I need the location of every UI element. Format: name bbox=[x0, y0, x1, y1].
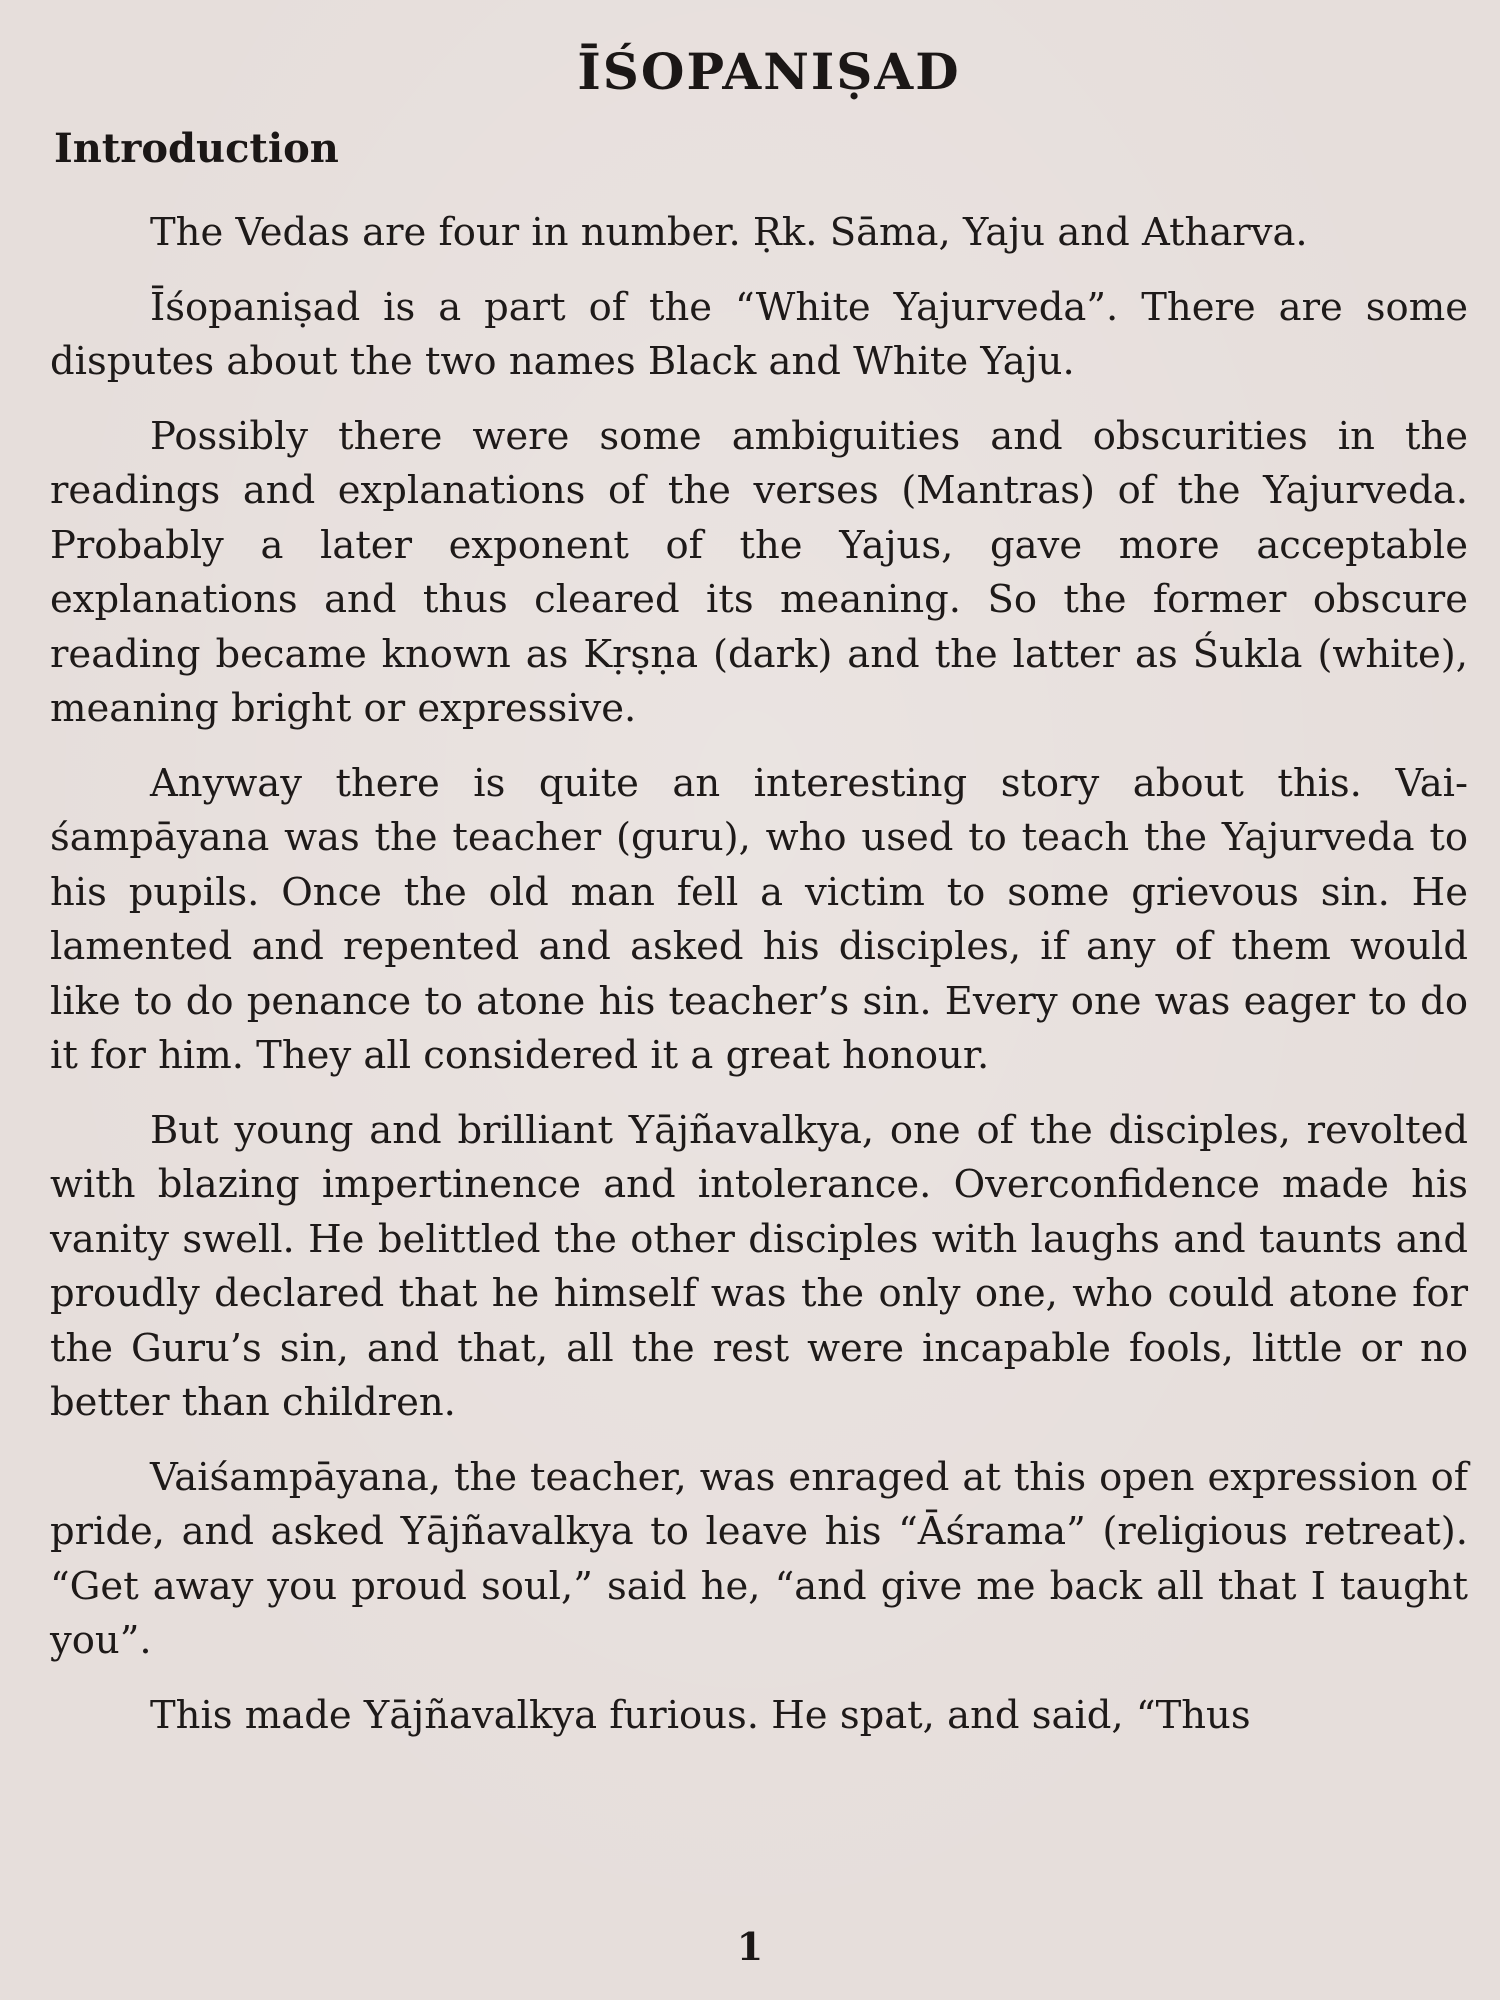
paragraph-ambiguities: Possibly there were some ambiguities and obscurities in the readings and explanations of the verses (Mantras) of the Yajurveda. Probably a later exponent of the Yajus, gave more acceptable explanations and thus cleared its meaning. So the former obscure reading became known as Kṛṣṇa (dark) and the latter as Śukla (white), meaning bright or expressive. bbox=[50, 413, 1468, 731]
section-heading: Introduction bbox=[54, 125, 339, 172]
paragraph-isopanisad: Īśopaniṣad is a part of the “White Yajurveda”. There are some disputes about the two names Black and White Yaju. bbox=[50, 284, 1468, 384]
paragraph-teacher-enraged: Vaiśampāyana, the teacher, was enraged at this open expression of pride, and asked Yājñavalkya to leave his “Āśrama” (religious retreat). “Get away you proud soul,” said he, “and give me back all that I taught you”. bbox=[50, 1454, 1468, 1663]
paragraph-yajnavalkya: But young and brilliant Yājñavalkya, one of the disciples, revolted with blazing impertinence and intolerance. Overconfidence made his vanity swell. He belittled the other disciples with laughs and taunts and proudly declared that he himself was the only one, who could atone for the Guru’s sin, and that, all the rest were incapable fools, little or no better than children. bbox=[50, 1107, 1468, 1425]
paragraph-vedas: The Vedas are four in number. Ṛk. Sāma, Yaju and Atharva. bbox=[150, 210, 1308, 255]
paragraph-story: Anyway there is quite an interesting story about this. Vaiśampāyana was the teacher (guru), who used to teach the Yajurveda to his pupils. Once the old man fell a victim to some grievous sin. He lamented and repented and asked his disciples, if any of them would like to do penance to atone his teacher’s sin. Every one was eager to do it for him. They all considered it a great honour. bbox=[50, 760, 1468, 1078]
page-title: ĪŚOPANIṢAD bbox=[577, 42, 961, 101]
paragraph-furious: This made Yājñavalkya furious. He spat, and said, “Thus bbox=[150, 1692, 1251, 1738]
page-number: 1 bbox=[736, 1924, 764, 1969]
